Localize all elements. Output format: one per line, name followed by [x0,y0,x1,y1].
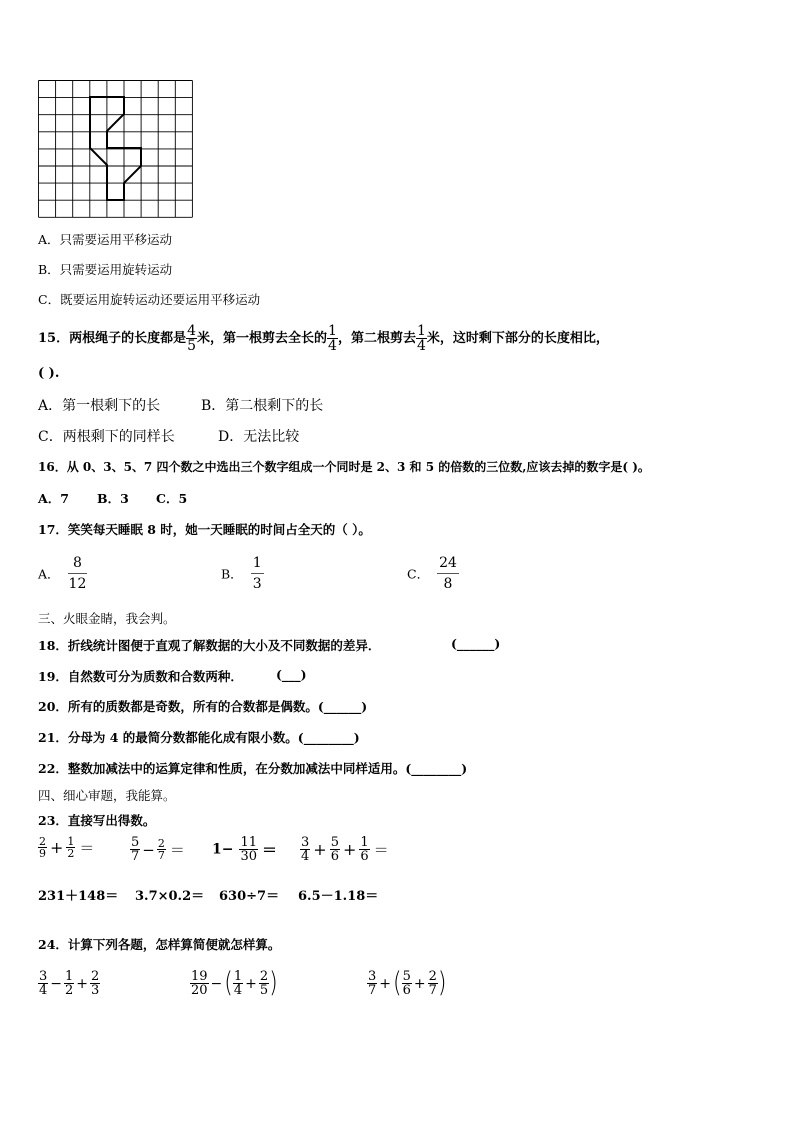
q14-option-a: A．只需要运用平移运动 [38,232,173,247]
q17-option-a: A． $\frac{8}{12}$ [38,555,87,592]
q14-option-c: C．既要运用旋转运动还要运用平移运动 [38,292,261,307]
q22-statement: 22．整数加减法中的运算定律和性质，在分数加减法中同样适用。(________) [38,761,468,776]
q23-expr-5: 231＋148＝ [38,889,119,904]
q16-option-b: B．3 [97,491,129,506]
q24-expr-2: $\frac{19}{20}$ −( $\frac{1}{4}$ + $\frac{2}{5}$ ) [191,967,278,1000]
q15-option-c: C．两根剩下的同样长 [38,429,175,445]
q17-question: 17．笑笑每天睡眠 8 时，她一天睡眠的时间占全天的（ ）。 [38,522,371,537]
q23-expr-8: 6.5－1.18＝ [298,889,379,904]
q23-title: 23．直接写出得数。 [38,813,156,828]
q19-statement: 19．自然数可分为质数和合数两种． [38,669,243,684]
q19-answer-blank: (___) [276,667,307,682]
q16-option-c: C．5 [156,491,188,506]
q24-expr-1: $\frac{3}{4}$ − $\frac{1}{2}$ + $\frac{2}{3}$ [39,969,100,998]
q15-option-d: D．无法比较 [218,429,300,445]
q15-option-b: B．第二根剩下的长 [201,398,324,414]
q17-option-b: B． $\frac{1}{3}$ [221,555,262,592]
q23-expr-6: 3.7×0.2＝ [135,889,205,904]
q15-option-a: A．第一根剩下的长 [38,398,161,414]
q23-expr-2: $\frac{5}{7}$ − $\frac{2}{7}$ ＝ [131,835,185,864]
q14-option-b: B．只需要运用旋转运动 [38,262,173,277]
q18-statement: 18．折线统计图便于直观了解数据的大小及不同数据的差异． [38,638,381,653]
q15-answer-paren: ( ). [38,366,60,381]
q16-question: 16．从 0、3、5、7 四个数之中选出三个数字组成一个同时是 2、3 和 5 的倍数的三位数,应该去掉的数字是( )。 [38,460,650,474]
q23-expr-4: $\frac{3}{4}$ + $\frac{5}{6}$ + $\frac{1}{6}$ ＝ [301,835,389,864]
section-4-heading: 四、细心审题，我能算。 [38,788,176,803]
q23-expr-7: 630÷7＝ [219,889,280,904]
grid-figure [38,80,195,218]
q23-expr-3: 1− $\frac{11}{30}$ ＝ [212,835,278,864]
q21-statement: 21．分母为 4 的最简分数都能化成有限小数。(________) [38,730,360,745]
q24-title: 24．计算下列各题，怎样算简便就怎样算。 [38,937,281,952]
q15-question: 15．两根绳子的长度都是 $\frac{4}{5}$ 米，第一根剪去全长的 $\frac{1}{4}$ ，第二根剪去 $\frac{1}{4}$ 米，这时剩下部分的长度相比， [38,323,609,354]
q16-option-a: A．7 [38,491,69,506]
q23-expr-1: $\frac{2}{9}$ + $\frac{1}{2}$ ＝ [39,835,95,860]
q18-answer-blank: (______) [451,636,501,651]
q17-option-c: C． $\frac{24}{8}$ [407,555,457,592]
q20-statement: 20．所有的质数都是奇数，所有的合数都是偶数。(______) [38,699,368,714]
q24-expr-3: $\frac{3}{7}$ +( $\frac{5}{6}$ + $\frac{2}{7}$ ) [368,967,447,1000]
section-3-heading: 三、火眼金睛，我会判。 [38,611,176,626]
